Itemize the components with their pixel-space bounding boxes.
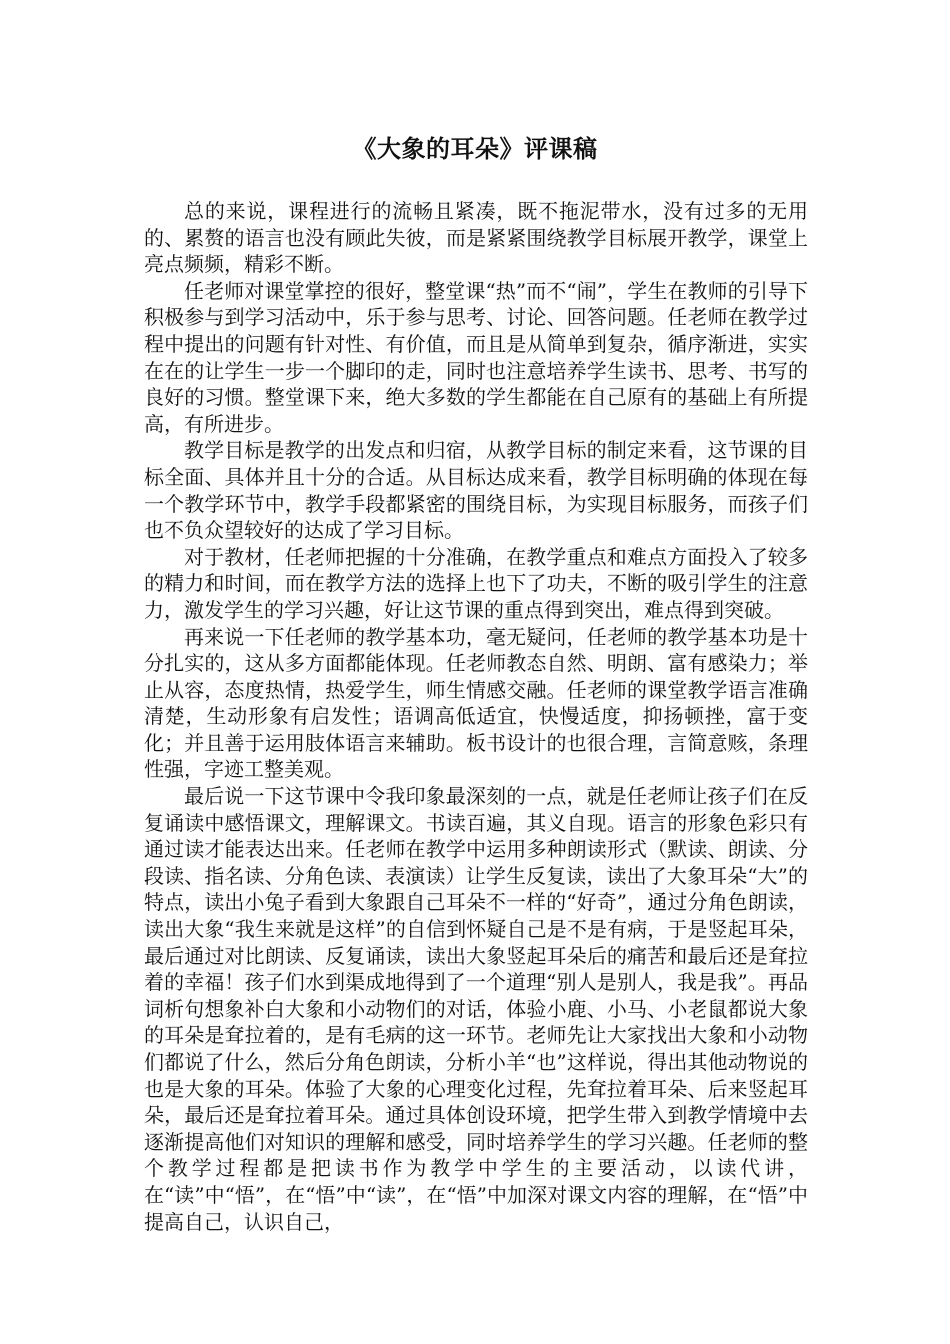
paragraph-teaching-skills: 再来说一下任老师的教学基本功，毫无疑问，任老师的教学基本功是十分扎实的，这从多方面都能体现。任老师教态自然、明朗、富有感染力；举止从容，态度热情，热爱学生，师生情感交融。任老师的课堂教学语言准确清楚，生动形象有启发性；语调高低适宜，快慢适度，抑扬顿挫，富于变化；并且善于运用肢体语言来辅助。板书设计的也很合理，言简意赅，条理性强，字迹工整美观。 xyxy=(144,624,808,782)
document-title: 《大象的耳朵》评课稿 xyxy=(352,134,598,163)
document-body xyxy=(144,198,808,1235)
paragraph-teaching-goals: 教学目标是教学的出发点和归宿，从教学目标的制定来看，这节课的目标全面、具体并且十分的合适。从目标达成来看，教学目标明确的体现在每一个教学环节中，教学手段都紧密的围绕目标，为实现目标服务，而孩子们也不负众望较好的达成了学习目标。 xyxy=(144,438,808,543)
paragraph-overview: 总的来说，课程进行的流畅且紧凑，既不拖泥带水，没有过多的无用的、累赘的语言也没有顾此失彼，而是紧紧围绕教学目标展开教学，课堂上亮点频频，精彩不断。 xyxy=(144,199,808,277)
paragraph-reading-highlight: 最后说一下这节课中令我印象最深刻的一点，就是任老师让孩子们在反复诵读中感悟课文，理解课文。书读百遍，其义自现。语言的形象色彩只有通过读才能表达出来。任老师在教学中运用多种朗读形式（默读、朗读、分段读、指名读、分角色读、表演读）让学生反复读，读出了大象耳朵“大”的特点，读出小兔子看到大象跟自己耳朵不一样的“好奇”，通过分角色朗读，读出大象“我生来就是这样”的自信到怀疑自己是不是有病，于是竖起耳朵，最后通过对比朗读、反复诵读，读出大象竖起耳朵后的痛苦和最后还是耷拉着的幸福！孩子们水到渠成地得到了一个道理“别人是别人，我是我”。再品词析句想象补白大象和小动物们的对话，体验小鹿、小马、小老鼠都说大象的耳朵是耷拉着的，是有毛病的这一环节。老师先让大家找出大象和小动物们都说了什么，然后分角色朗读，分析小羊“也”这样说，得出其他动物说的也是大象的耳朵。体验了大象的心理变化过程，先耷拉着耳朵、后来竖起耳朵，最后还是耷拉着耳朵。通过具体创设环境，把学生带入到教学情境中去逐渐提高他们对知识的理解和感受，同时培养学生的学习兴趣。任老师的整个教学过程都是把读书作为教学中学生的主要活动，以读代讲，在“读”中“悟”，在“悟”中“读”，在“悟”中加深对课文内容的理解，在“悟”中提高自己，认识自己， xyxy=(144,784,808,1234)
paragraph-textbook-handling: 对于教材，任老师把握的十分准确，在教学重点和难点方面投入了较多的精力和时间，而在教学方法的选择上也下了功夫，不断的吸引学生的注意力，激发学生的学习兴趣，好让这节课的重点得到突出，难点得到突破。 xyxy=(144,544,808,622)
paragraph-classroom-control: 任老师对课堂掌控的很好，整堂课“热”而不“闹”，学生在教师的引导下积极参与到学习活动中，乐于参与思考、讨论、回答问题。任老师在教学过程中提出的问题有针对性、有价值，而且是从简单到复杂，循序渐进，实实在在的让学生一步一个脚印的走，同时也注意培养学生读书、思考、书写的良好的习惯。整堂课下来，绝大多数的学生都能在自己原有的基础上有所提高，有所进步。 xyxy=(144,278,808,436)
